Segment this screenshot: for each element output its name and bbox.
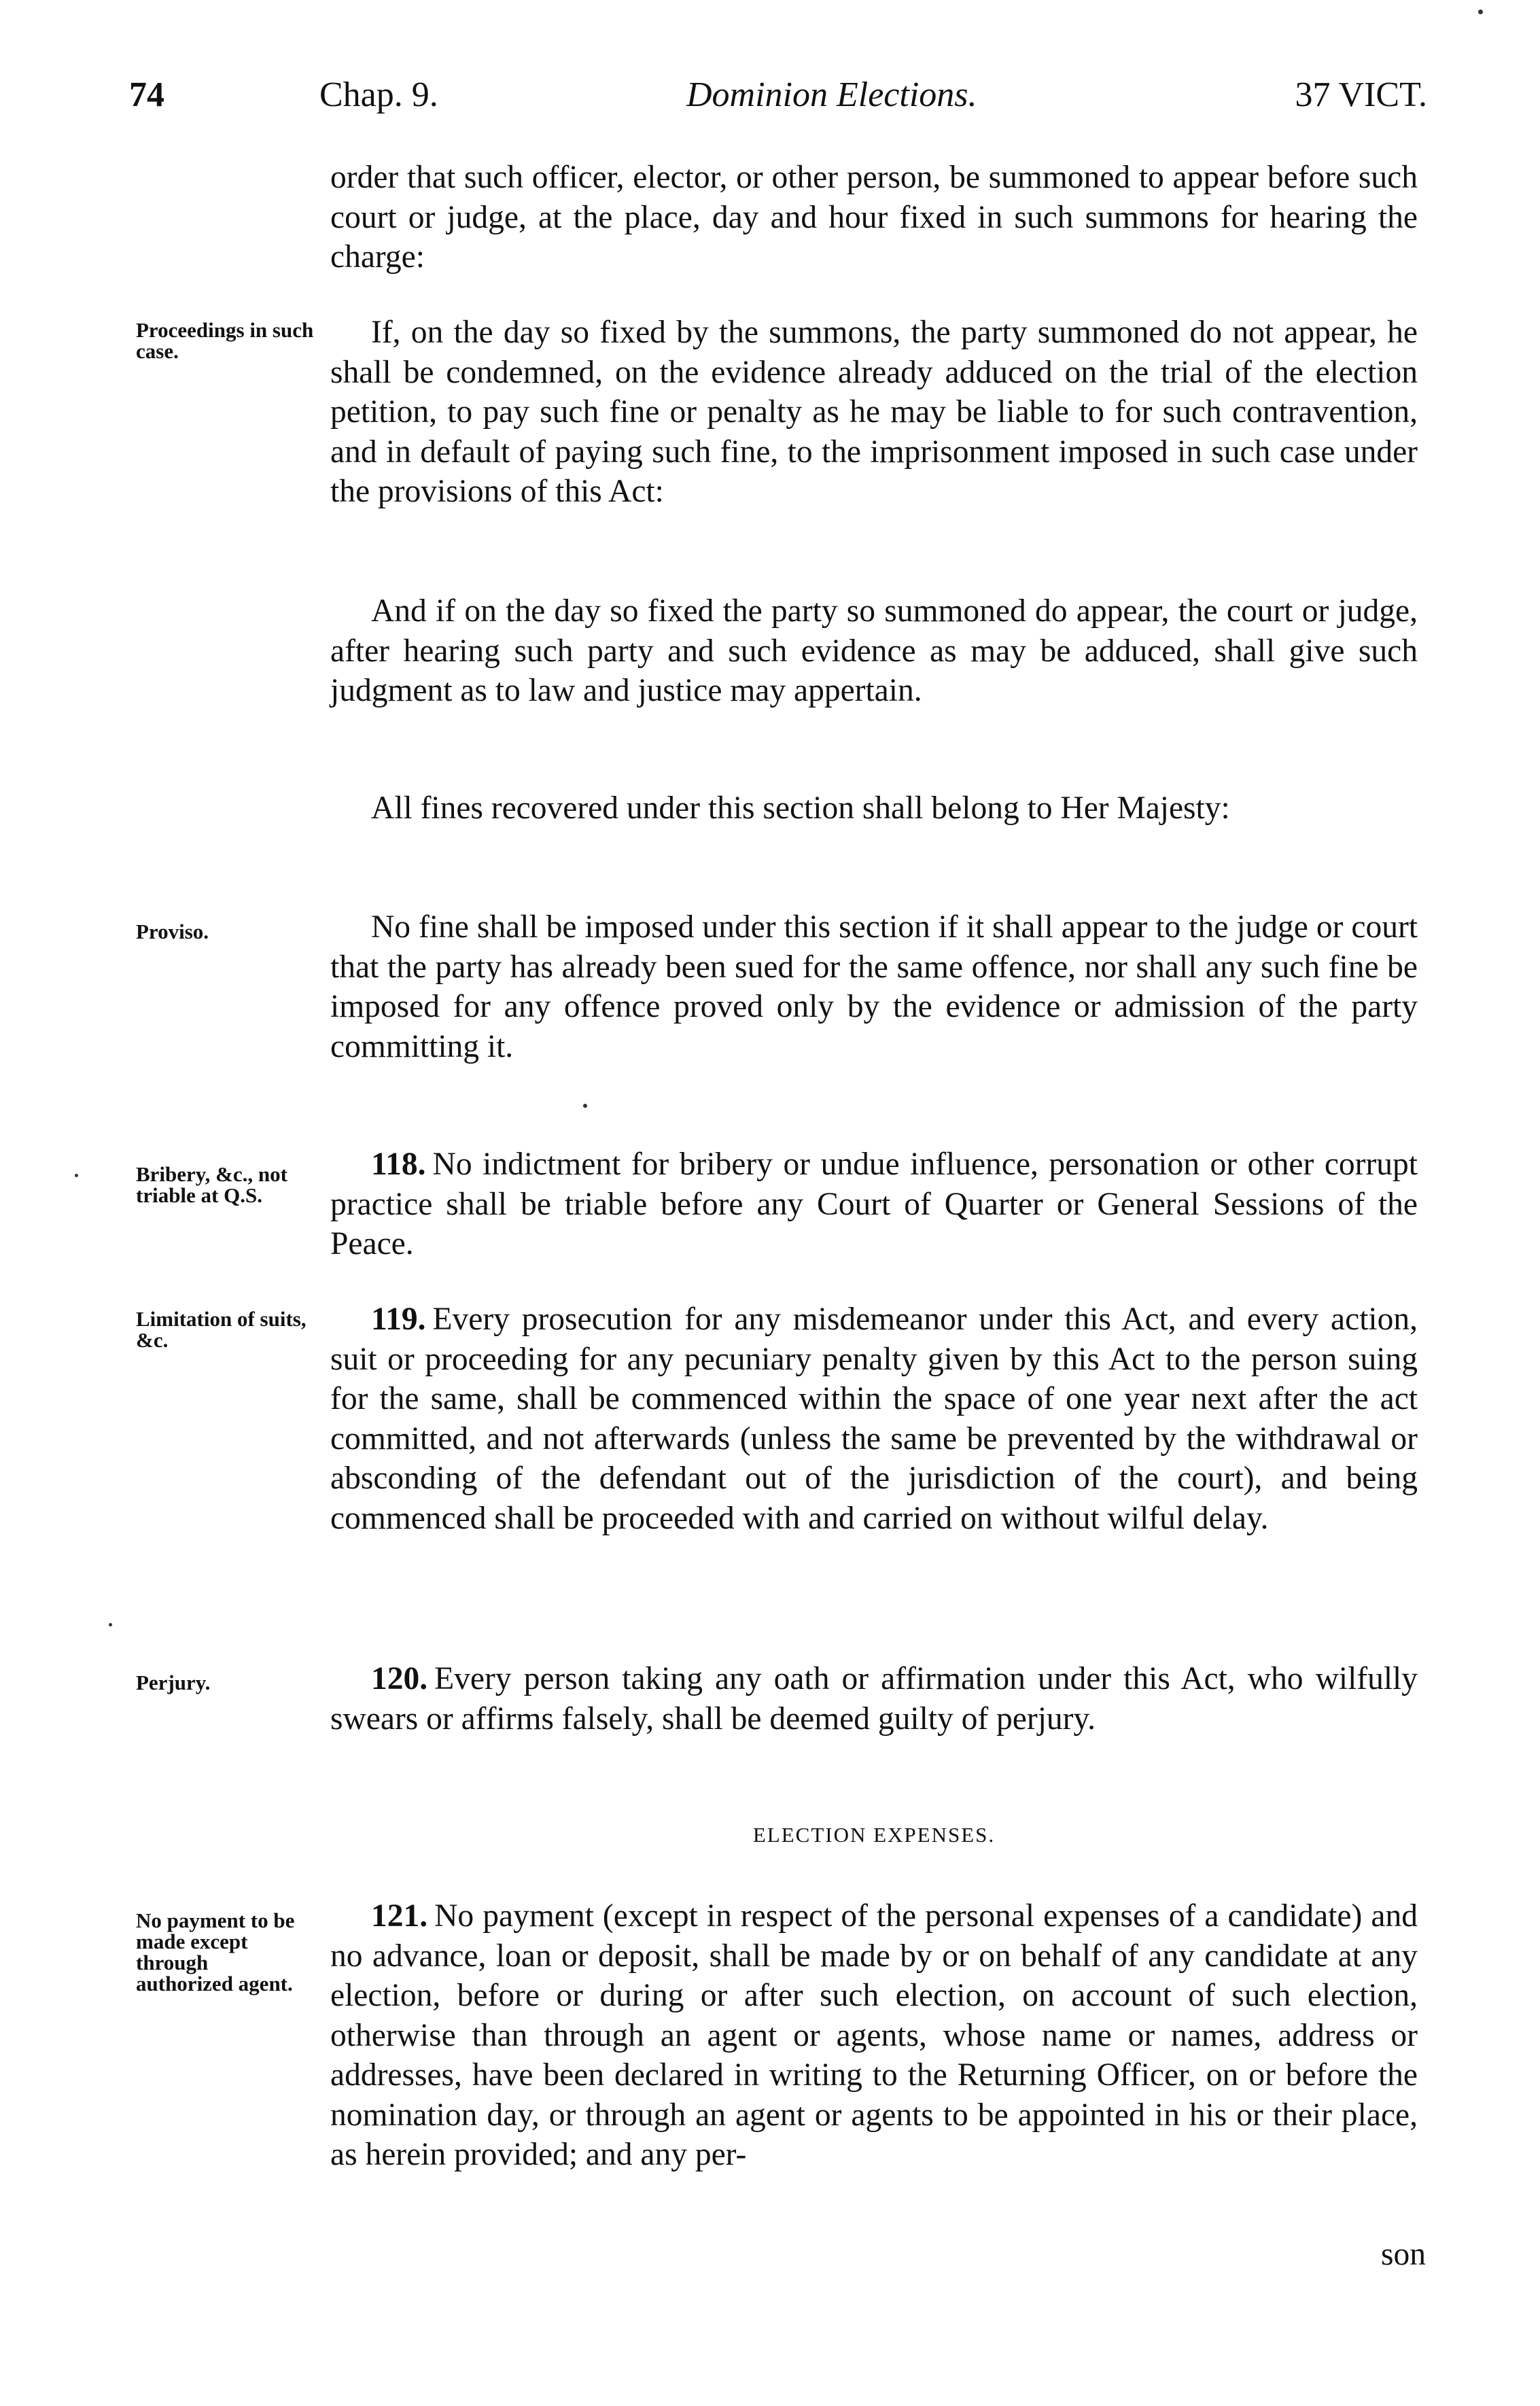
paragraph-fines: All fines recovered under this section shall belong to Her Majesty:	[371, 790, 1230, 826]
section-text: Every prosecution for any misdemeanor under this Act, and every action, suit or proceeding for any pecuniary penalty given by this Act to the person suing for the same, shall be commenced within the space of one year next after the act committed, and not afterwards (unless the same be prevented by the withdrawal or absconding of the defendant out of the jurisdiction of the court), and being commenced shall be proceeded with and carried on without wilful delay.	[330, 1302, 1418, 1536]
running-title: Dominion Elections.	[686, 75, 977, 114]
section-text: No payment (except in respect of the personal expenses of a candidate) and no advance, loan or deposit, shall be made by or on behalf of any candidate at any election, before or during or after such election, on account of such election, otherwise than through an agent or agents, whose name or names, address or addresses, have been declared in writing to the Returning Officer, on or before the nomination day, or through an agent or agents to be appointed in his or their place, as herein provided; and any per-	[330, 1898, 1418, 2172]
margin-note-perjury: Perjury.	[136, 1671, 211, 1694]
section-120	[330, 1659, 1418, 1739]
margin-note-bribery: Bribery, &c., not triable at Q.S.	[136, 1162, 287, 1207]
print-speck	[109, 1623, 112, 1626]
margin-note-no-payment: No payment to be made except through authorized agent.	[136, 1908, 295, 1995]
section-121	[330, 1896, 1418, 2175]
print-speck	[583, 1104, 587, 1108]
margin-note-proviso: Proviso.	[136, 920, 209, 943]
section-number: 119.	[371, 1302, 426, 1337]
section-heading: ELECTION EXPENSES.	[752, 1823, 996, 1847]
section-number: 120.	[371, 1661, 428, 1696]
regnal-year: 37 VICT.	[1295, 75, 1427, 114]
section-number: 118.	[371, 1147, 426, 1182]
catchword: son	[1381, 2237, 1426, 2272]
section-text: No indictment for bribery or undue influence, personation or other corrupt practice shall be triable before any Court of Quarter or General Sessions of the Peace.	[330, 1147, 1418, 1261]
paragraph-continuation: order that such officer, elector, or other person, be summoned to appear before such court or judge, at the place, day and hour fixed in such summons for hearing the charge:	[330, 160, 1418, 275]
page-number: 74	[129, 75, 164, 114]
paragraph-proceedings: If, on the day so fixed by the summons, the party summoned do not appear, he shall be condemned, on the evidence already adduced on the trial of the election petition, to pay such fine or penalty as he may be liable to for such contravention, and in default of paying such fine, to the imprisonment imposed in such case under the provisions of this Act:	[330, 315, 1418, 509]
section-text: Every person taking any oath or affirmation under this Act, who wilfully swears or affirms falsely, shall be deemed guilty of perjury.	[330, 1661, 1418, 1737]
print-speck	[1478, 10, 1483, 14]
running-header	[129, 75, 1427, 129]
print-speck	[75, 1174, 78, 1177]
margin-note-limitation: Limitation of suits, &c.	[136, 1307, 307, 1352]
margin-note-proceedings: Proceedings in such case.	[136, 318, 314, 363]
paragraph-appear: And if on the day so fixed the party so summoned do appear, the court or judge, after hearing such party and such evidence as may be adduced, shall give such judgment as to law and justice may appertain.	[330, 593, 1418, 708]
section-119	[330, 1300, 1418, 1538]
section-118	[330, 1145, 1418, 1264]
section-number: 121.	[371, 1898, 428, 1934]
paragraph-proviso: No fine shall be imposed under this section if it shall appear to the judge or court that the party has already been sued for the same offence, nor shall any such fine be imposed for any offence proved only by the evidence or admission of the party committing it.	[330, 909, 1418, 1064]
chapter-label: Chap. 9.	[319, 75, 438, 114]
